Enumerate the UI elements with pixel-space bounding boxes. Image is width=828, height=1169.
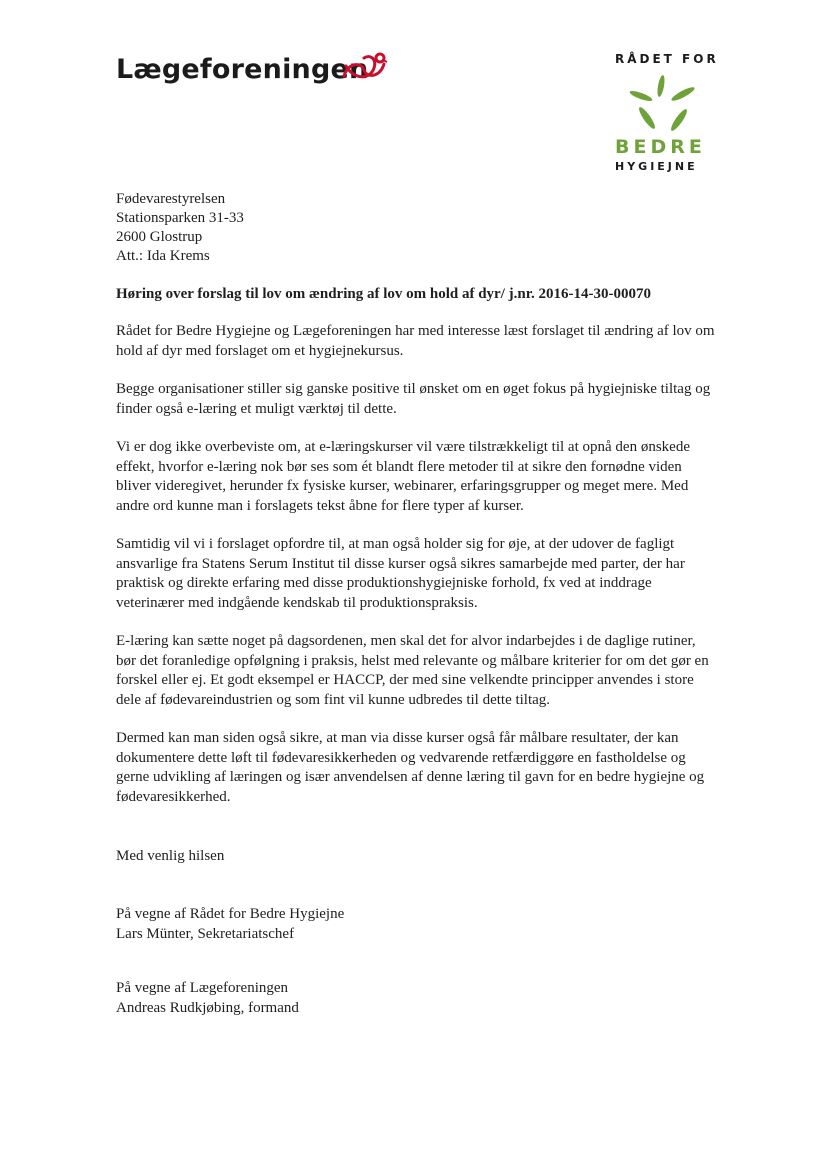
signature-name: Andreas Rudkjøbing, formand: [116, 1000, 299, 1016]
letter-body: [116, 322, 716, 826]
body-paragraph: Rådet for Bedre Hygiejne og Lægeforeningen har med interesse læst forslaget til ændring af lov om hold af dyr med forslaget om et hygiejnekursus.: [116, 323, 715, 359]
laegeforeningen-logo-text: Lægeforeningen: [116, 54, 369, 85]
body-paragraph: Dermed kan man siden også sikre, at man via disse kurser også får målbare resultater, der kan dokumentere dette løft til fødevaresikkerheden og vedvarende retfærdiggøre en fastholdelse og gerne udvikling af læringen og især anvendelsen af denne læring til gavn for en bedre hygiejne og fødevaresikkerhed.: [116, 730, 705, 805]
closing-greeting: Med venlig hilsen: [116, 848, 225, 864]
logo-bottom-text: HYGIEJNE: [615, 160, 698, 173]
recipient-line: Stationsparken 31-33: [116, 210, 244, 226]
body-paragraph: E-læring kan sætte noget på dagsordenen, men skal det for alvor indarbejdes i de daglige rutiner, bør det foranledige opfølgning i praksis, helst med relevante og målbare kriterier for om det gør en forskel eller ej. Et godt eksempel er HACCP, der med sine velkendte principper anvendes i store dele af fødevareindustrien og som fint vil kunne udbredes til dette tiltag.: [116, 633, 709, 708]
signature-block-radet: [116, 904, 344, 944]
recipient-address: [116, 190, 244, 266]
signature-block-laegeforeningen: [116, 978, 299, 1018]
raadet-for-bedre-hygiejne-logo: [605, 48, 719, 178]
recipient-line: Att.: Ida Krems: [116, 248, 210, 264]
logo-middle-text: BEDRE: [615, 136, 706, 158]
logo-top-text: RÅDET FOR: [615, 52, 719, 66]
serpent-staff-icon: [340, 50, 388, 86]
leaf-flower-icon: [621, 72, 705, 134]
body-paragraph: Vi er dog ikke overbeviste om, at e-læringskurser vil være tilstrækkeligt til at opnå den ønskede effekt, hvorfor e-læring nok bør ses som ét blandt flere metoder til at sikre den fornødne viden bliver videregivet, herunder fx fysiske kurser, webinarer, erfaringsgrupper og meget mere. Med andre ord kunne man i forslagets tekst åbne for flere typer af kurser.: [116, 439, 690, 514]
signature-on-behalf: På vegne af Lægeforeningen: [116, 980, 289, 996]
signature-on-behalf: På vegne af Rådet for Bedre Hygiejne: [116, 906, 345, 922]
subject-line: Høring over forslag til lov om ændring af lov om hold af dyr/ j.nr. 2016-14-30-00070: [116, 286, 651, 302]
body-paragraph: Begge organisationer stiller sig ganske positive til ønsket om en øget fokus på hygiejniske tiltag og finder også e-læring et muligt værktøj til dette.: [116, 381, 711, 417]
body-paragraph: Samtidig vil vi i forslaget opfordre til, at man også holder sig for øje, at der udover de fagligt ansvarlige fra Statens Serum Institut til disse kurser også sikres samarbejde med parter, der har praktisk og direkte erfaring med disse produktionshygiejniske forhold, fx ved at inddrage veterinærer med indgående kendskab til produktionspraksis.: [116, 536, 685, 611]
signature-name: Lars Münter, Sekretariatschef: [116, 926, 295, 942]
recipient-line: Fødevarestyrelsen: [116, 191, 226, 207]
recipient-line: 2600 Glostrup: [116, 229, 203, 245]
